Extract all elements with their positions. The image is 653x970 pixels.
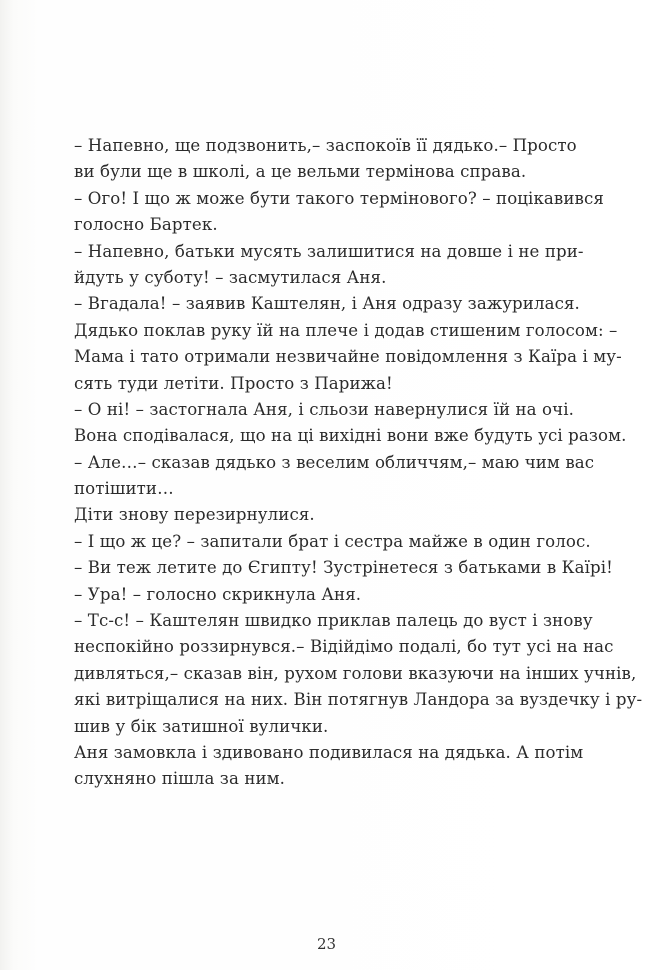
text-line: Діти знову перезирнулися. xyxy=(74,505,315,525)
text-line: – Тс-с! – Каштелян швидко приклав палець до вуст і знову xyxy=(74,611,593,631)
text-line: неспокійно роззирнувся.– Відійдімо подалі, бо тут усі на нас xyxy=(74,637,614,657)
page-number: 23 xyxy=(316,935,337,953)
text-line: ви були ще в школі, а це вельми термінова справа. xyxy=(74,162,527,182)
text-line: – Напевно, батьки мусять залишитися на довше і не при- xyxy=(74,241,584,261)
text-line: які витріщалися на них. Він потягнув Ландора за вуздечку і ру- xyxy=(74,690,643,710)
text-line: – Але…– сказав дядько з веселим обличчям,– маю чим вас xyxy=(74,452,595,472)
text-line: сять туди летіти. Просто з Парижа! xyxy=(74,373,393,393)
text-line: – Ого! І що ж може бути такого термінового? – поцікавився xyxy=(74,188,604,208)
text-line: дивляться,– сказав він, рухом голови вказуючи на інших учнів, xyxy=(74,663,637,683)
text-line: – О ні! – застогнала Аня, і сльози навернулися їй на очі. xyxy=(74,399,574,419)
text-line: – Вгадала! – заявив Каштелян, і Аня одразу зажурилася. xyxy=(74,294,580,314)
text-line: Аня замовкла і здивовано подивилася на дядька. А потім xyxy=(74,742,584,762)
text-line: голосно Бартек. xyxy=(74,215,218,235)
body-text xyxy=(74,133,643,793)
text-line: – Напевно, ще подзвонить,– заспокоїв її дядько.– Просто xyxy=(74,136,577,155)
text-line: слухняно пішла за ним. xyxy=(74,769,286,789)
text-line: – І що ж це? – запитали брат і сестра майже в один голос. xyxy=(74,531,591,551)
text-line: Мама і тато отримали незвичайне повідомлення з Каїра і му- xyxy=(74,347,622,367)
text-line: Дядько поклав руку їй на плече і додав стишеним голосом: – xyxy=(74,320,618,340)
text-line: шив у бік затишної вулички. xyxy=(74,716,329,736)
text-line: потішити… xyxy=(74,479,174,499)
text-line: Вона сподівалася, що на ці вихідні вони вже будуть усі разом. xyxy=(74,426,627,446)
text-line: – Ви теж летите до Єгипту! Зустрінетеся з батьками в Каїрі! xyxy=(74,558,613,578)
text-line: – Ура! – голосно скрикнула Аня. xyxy=(74,584,362,604)
text-line: йдуть у суботу! – засмутилася Аня. xyxy=(74,267,387,287)
